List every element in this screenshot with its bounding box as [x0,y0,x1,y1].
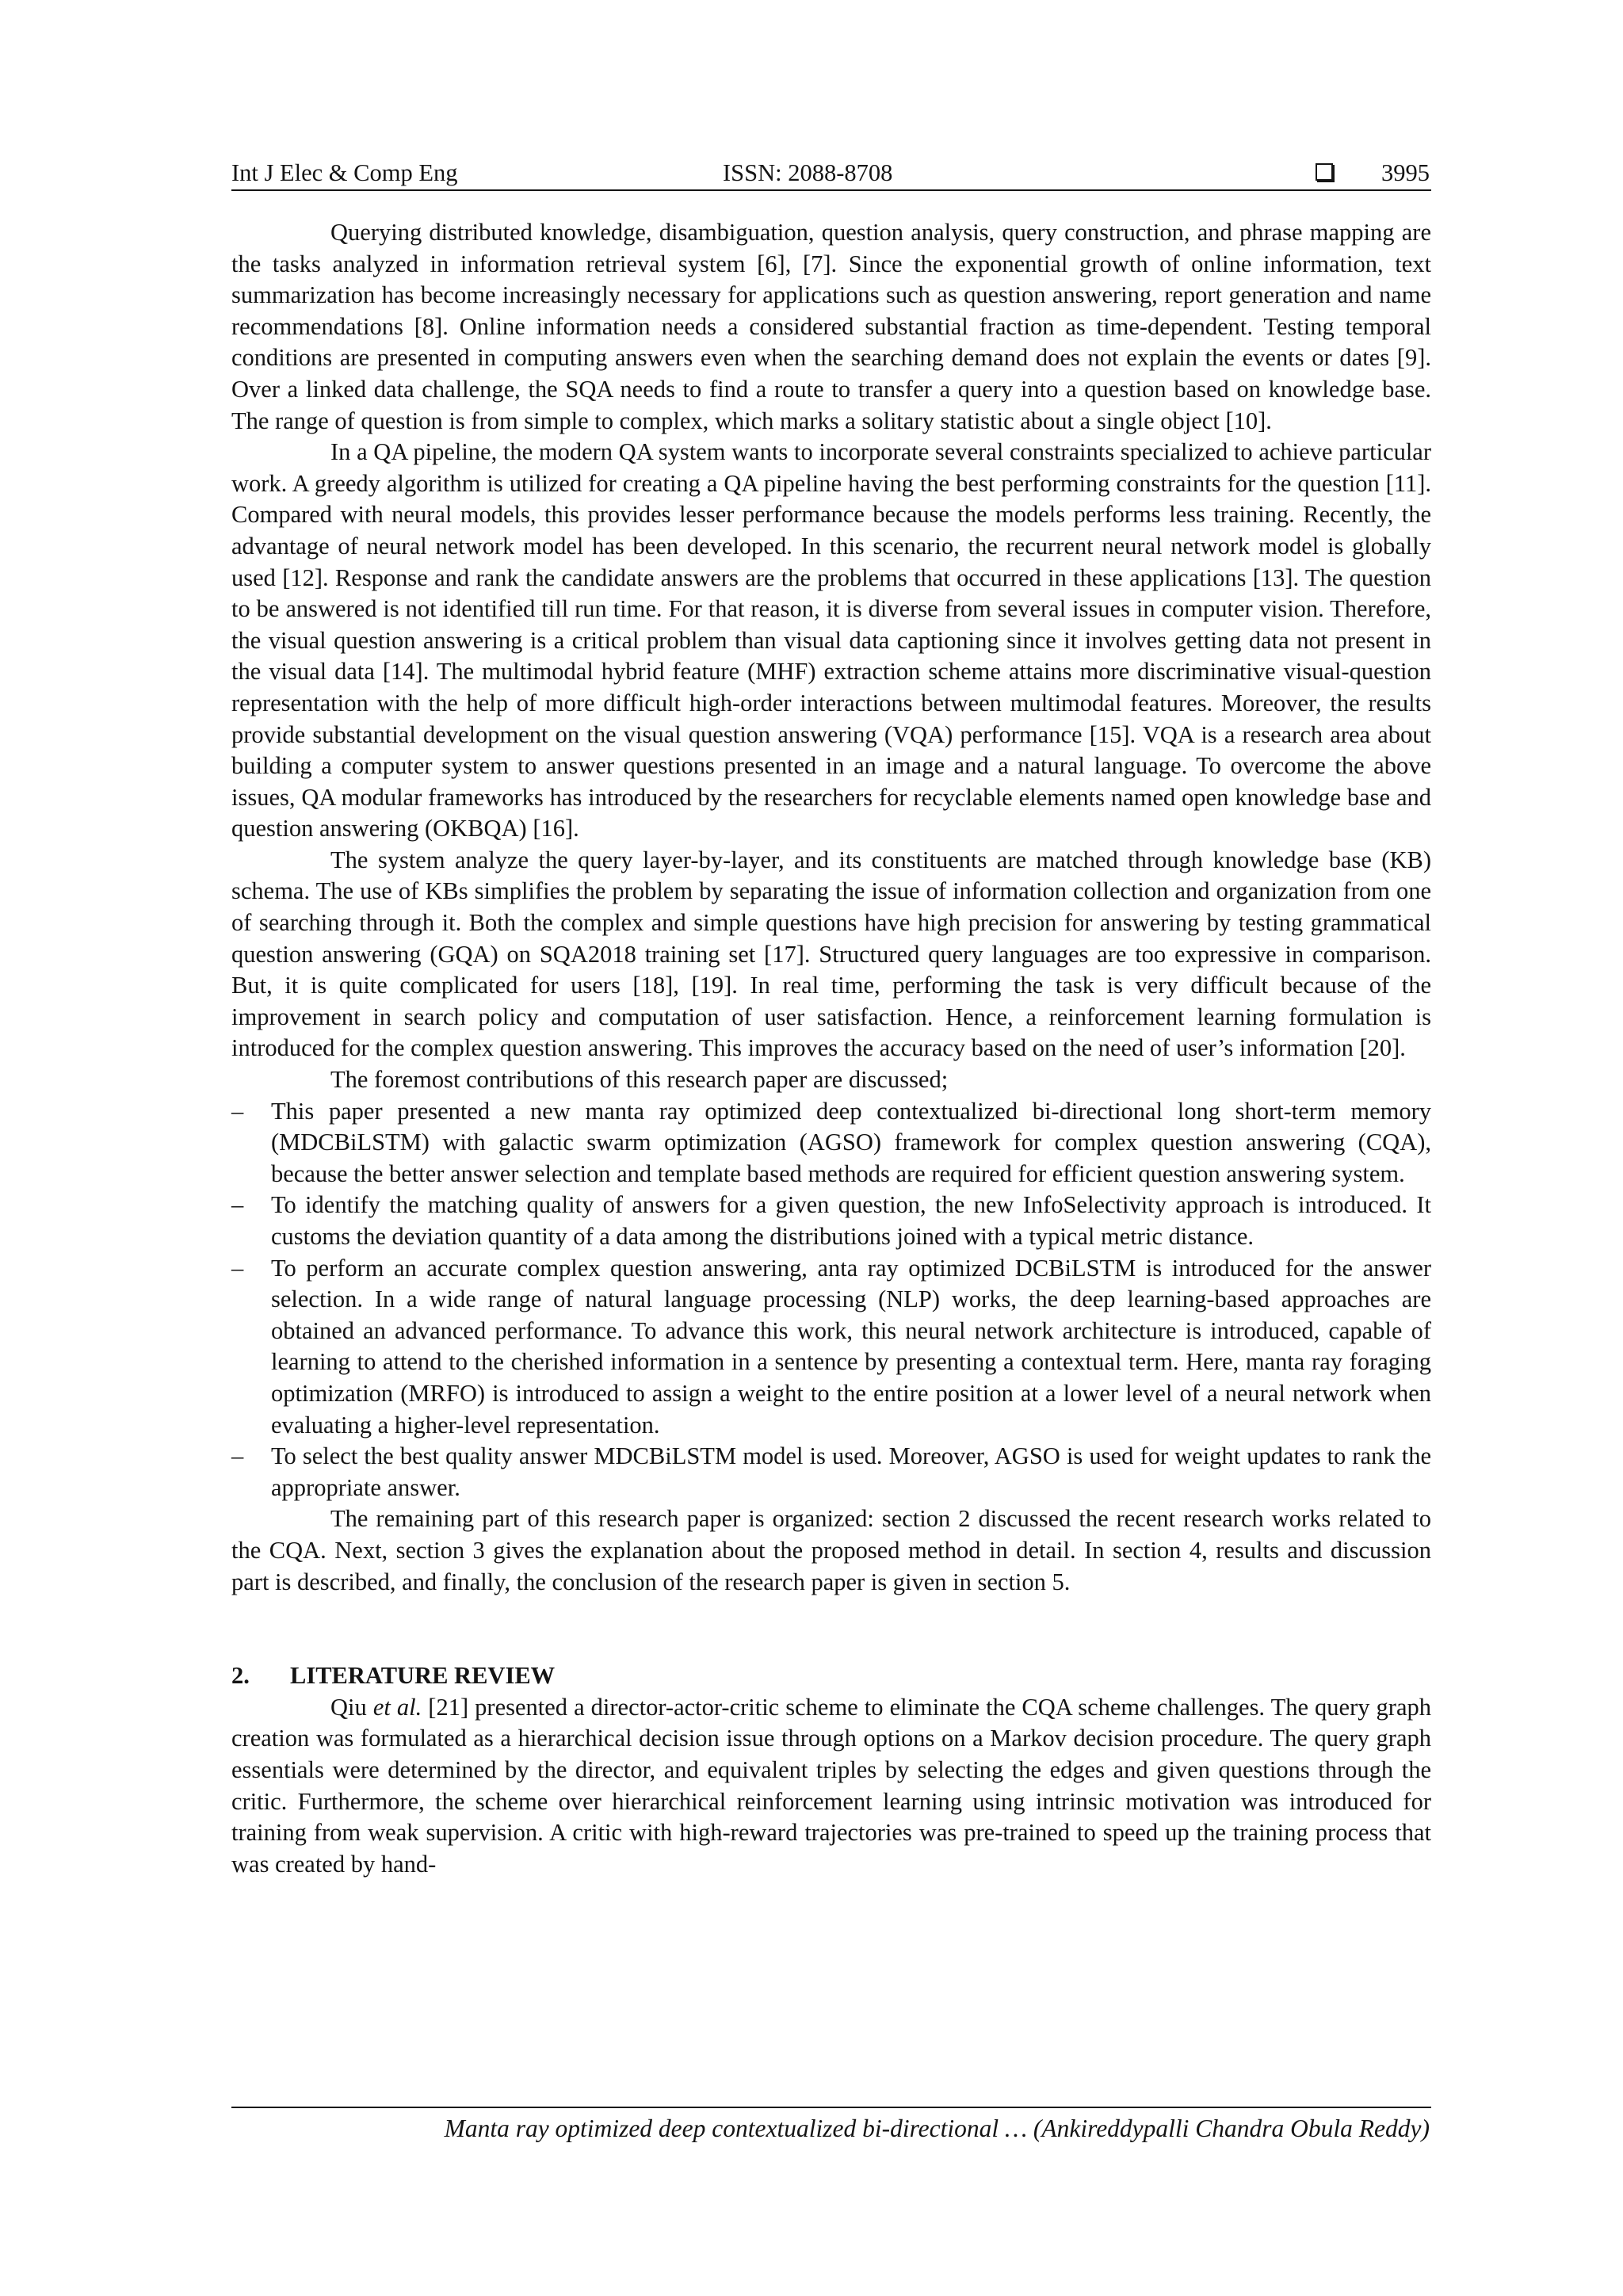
paper-page [231,0,1431,2296]
bullet-dash: – [231,1254,244,1282]
citation-author: Qiu [330,1693,367,1721]
list-item [231,1253,1431,1442]
list-item-text: To select the best quality answer MDCBiLSTM model is used. Moreover, AGSO is used for weight updates to rank the appropriate answer. [271,1442,1431,1501]
et-al: et al. [372,1693,422,1721]
bullet-dash: – [231,1191,244,1219]
literature-paragraph [231,1692,1431,1881]
closing-paragraph: The remaining part of this research paper is organized: section 2 discussed the recent research works related to the CQA. Next, section 3 gives the explanation about the proposed method in detail. In section 4, results and discussion part is described, and finally, the conclusion of the research paper is given in section 5. [231,1505,1431,1595]
bullet-dash: – [231,1442,244,1470]
running-footer: Manta ray optimized deep contextualized bi-directional … (Ankireddypalli Chandra Obula Reddy) [444,2115,1430,2142]
issn-number: ISSN: 2088-8708 [723,159,893,186]
body-text [231,217,1431,1880]
section-heading [231,1660,1431,1692]
journal-name: Int J Elec & Comp Eng [231,159,458,186]
page-number: 3995 [1381,159,1430,186]
literature-text: [21] presented a director-actor-critic scheme to eliminate the CQA scheme challenges. The query graph creation was formulated as a hierarchical decision issue through options on a Markov decision procedure. The query graph essentials were determined by the director, and equivalent triples by selecting the edges and given questions through the critic. Furthermore, the scheme over hierarchical reinforcement learning using intrinsic motivation was introduced for training from weak supervision. A critic with high-reward trajectories was pre-trained to speed up the training process that was created by hand- [231,1693,1431,1878]
bullet-dash: – [231,1097,244,1125]
list-item-text: This paper presented a new manta ray optimized deep contextualized bi-directional long short-term memory (MDCBiLSTM) with galactic swarm optimization (AGSO) framework for complex question answering (CQA), because the better answer selection and template based methods are required for efficient question answering system. [271,1097,1431,1187]
paragraph: In a QA pipeline, the modern QA system wants to incorporate several constraints specialized to achieve particular work. A greedy algorithm is utilized for creating a QA pipeline having the best performing constraints for the question [11]. Compared with neural models, this provides lesser performance because the models performs less training. Recently, the advantage of neural network model has been developed. In this scenario, the recurrent neural network model is globally used [12]. Response and rank the candidate answers are the problems that occurred in these applications [13]. The question to be answered is not identified till run time. For that reason, it is diverse from several issues in computer vision. Therefore, the visual question answering is a critical problem than visual data captioning since it involves getting data not present in the visual data [14]. The multimodal hybrid feature (MHF) extraction scheme attains more discriminative visual-question representation with the help of more difficult high-order interactions between multimodal features. Moreover, the results provide substantial development on the visual question answering (VQA) performance [15]. VQA is a research area about building a computer system to answer questions presented in an image and a natural language. To overcome the above issues, QA modular frameworks has introduced by the researchers for recyclable elements named open knowledge base and question answering (OKBQA) [16]. [231,438,1431,842]
list-item-text: To perform an accurate complex question answering, anta ray optimized DCBiLSTM is introduced for the answer selection. In a wide range of natural language processing (NLP) works, the deep learning-based approaches are obtained an advanced performance. To advance this work, this neural network architecture is introduced, capable of learning to attend to the cherished information in a sentence by presenting a contextual term. Here, manta ray foraging optimization (MRFO) is introduced to assign a weight to the entire position at a lower level of a neural network when evaluating a higher-level representation. [271,1254,1431,1438]
header-rule [231,189,1431,191]
paragraph: The system analyze the query layer-by-layer, and its constituents are matched through knowledge base (KB) schema. The use of KBs simplifies the problem by separating the issue of information collection and organization from one of searching through it. Both the complex and simple questions have high precision for answering by testing grammatical question answering (GQA) on SQA2018 training set [17]. Structured query languages are too expressive in comparison. But, it is quite complicated for users [18], [19]. In real time, performing the task is very difficult because of the improvement in search policy and computation of user satisfaction. Hence, a reinforcement learning formulation is introduced for the complex question answering. This improves the accuracy based on the need of user’s information [20]. [231,846,1431,1062]
list-item-text: To identify the matching quality of answers for a given question, the new InfoSelectivity approach is introduced. It customs the deviation quantity of a data among the distributions joined with a typical metric distance. [271,1191,1431,1250]
paragraph: The foremost contributions of this research paper are discussed; [330,1066,949,1094]
list-item [231,1190,1431,1252]
footer-rule [231,2107,1431,2108]
running-header [231,155,1431,190]
list-item [231,1441,1431,1503]
contributions-list [231,1096,1431,1504]
square-box-icon [1316,163,1333,181]
paragraph: Querying distributed knowledge, disambiguation, question analysis, query construction, and phrase mapping are the tasks analyzed in information retrieval system [6], [7]. Since the exponential growth of online information, text summarization has become increasingly necessary for applications such as question answering, report generation and name recommendations [8]. Online information needs a considered substantial fraction as time-dependent. Testing temporal conditions are presented in computing answers even when the searching demand does not explain the events or dates [9]. Over a linked data challenge, the SQA needs to find a route to transfer a query into a question based on knowledge base. The range of question is from simple to complex, which marks a solitary statistic about a single object [10]. [231,219,1431,434]
section-number: 2. [231,1662,250,1690]
list-item [231,1096,1431,1190]
section-title: LITERATURE REVIEW [290,1662,556,1690]
